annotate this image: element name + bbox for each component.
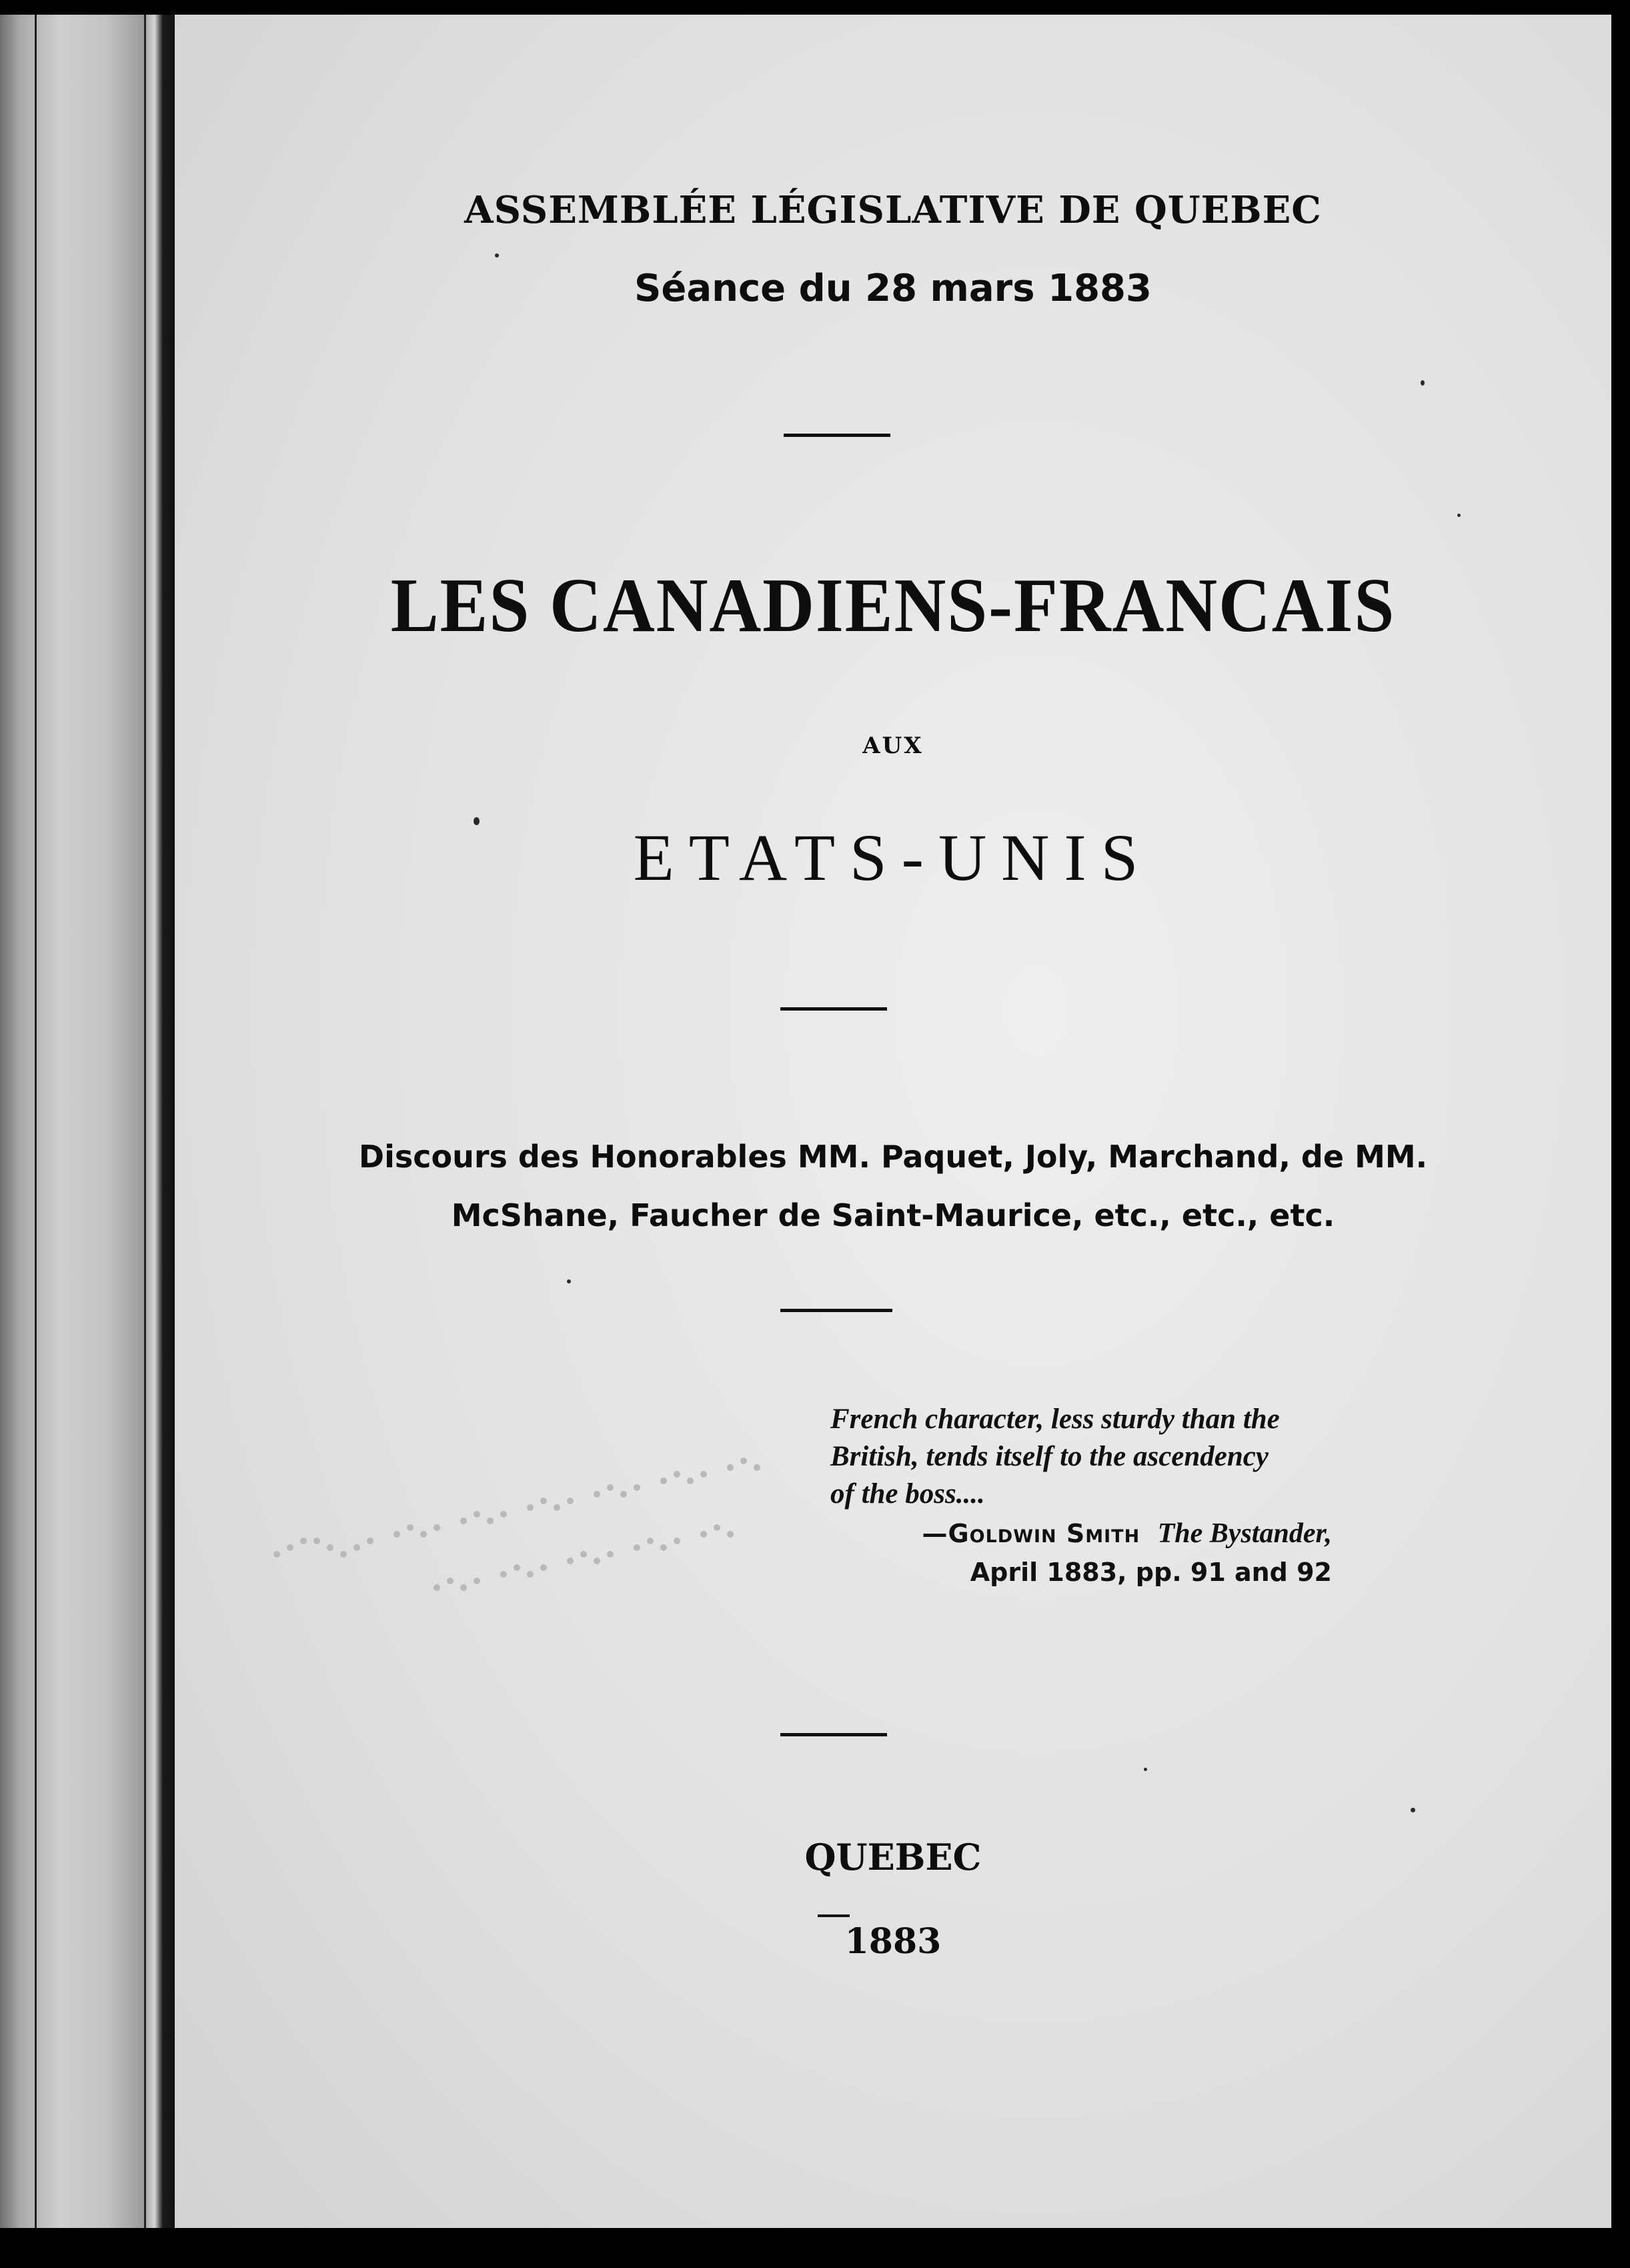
paper-speck [495,253,499,257]
paper-speck [1411,1808,1415,1812]
paper-speck [1144,1768,1147,1771]
scan-border-bottom [0,2228,1630,2268]
epigraph-line: British, tends itself to the ascendency [830,1441,1269,1472]
divider-rule [780,1733,887,1736]
speakers-list [175,1127,1611,1245]
divider-rule [784,434,890,437]
title-connector: AUX [862,732,924,759]
epigraph-citation: April 1883, pp. 91 and 92 [970,1558,1332,1587]
epigraph-line: of the boss.... [830,1478,985,1510]
epigraph-author: —Goldwin Smith [922,1519,1140,1548]
epigraph-attribution [830,1514,1332,1592]
speakers-line: Discours des Honorables MM. Paquet, Joly, Marchand, de MM. [358,1139,1428,1175]
imprint-city: QUEBEC [804,1836,982,1878]
paper-speck [567,1279,571,1283]
title-page [175,15,1611,2228]
imprint-dash [818,1914,850,1917]
perforated-stamp-mark [263,1448,844,1621]
scan-border-right [1611,0,1630,2268]
divider-rule [780,1309,892,1312]
title-subtitle: ETATS-UNIS [633,820,1153,895]
imprint-year: 1883 [844,1921,942,1962]
paper-speck [1457,514,1461,517]
session-date: Séance du 28 mars 1883 [634,267,1152,310]
speakers-line: McShane, Faucher de Saint-Maurice, etc., etc., etc. [451,1197,1335,1233]
paper-speck [474,817,480,825]
book-spine [0,15,175,2228]
epigraph-work: The Bystander, [1157,1518,1332,1549]
scan-border-top [0,0,1630,15]
epigraph-line: French character, less sturdy than the [830,1403,1280,1435]
spine-edge-line [144,15,146,2228]
divider-rule [780,1007,887,1011]
paper-speck [1421,380,1425,386]
epigraph-quote [830,1401,1332,1513]
spine-edge-line [35,15,37,2228]
institution-heading: ASSEMBLÉE LÉGISLATIVE DE QUEBEC [464,188,1322,232]
main-title: LES CANADIENS-FRANCAIS [390,563,1396,648]
